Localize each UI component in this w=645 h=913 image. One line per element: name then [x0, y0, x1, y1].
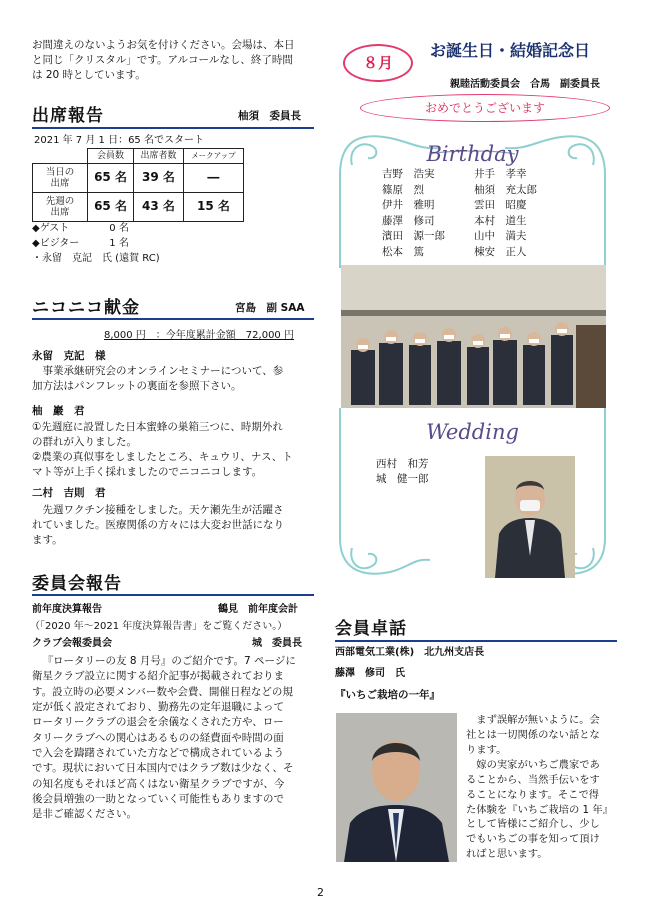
wedding-label: Wedding: [426, 420, 519, 444]
donor-name: 二村 吉則 君: [32, 487, 106, 499]
anniversary-title: お誕生日・結婚記念日: [430, 41, 591, 60]
committee-item-title: 前年度決算報告: [32, 604, 102, 615]
visitor-name: ・永留 克記 氏 (遠賀 RC): [32, 253, 160, 264]
committee-item-reporter: 城 委員長: [252, 638, 302, 649]
visitor-line: ◆ビジター 1 名: [32, 238, 129, 249]
attendance-reporter: 柚須 委員長: [238, 110, 301, 122]
intro-line: お間違えのないようお気を付けください。会場は、本日: [32, 39, 295, 51]
birthday-name: 篠原 烈: [382, 183, 424, 196]
wedding-names: [376, 457, 429, 487]
speech-talk-title: 『いちご栽培の一年』: [335, 689, 440, 701]
committee-underline: [32, 594, 314, 596]
attendance-underline: [32, 127, 314, 129]
donor-name: 永留 克記 様: [32, 350, 106, 362]
nikoniko-total: 8,000 円 ：今年度累計金額 72,000 円: [104, 330, 294, 341]
speech-title: 会員卓話: [335, 619, 407, 639]
birthday-name: 濱田 源一郎: [382, 230, 445, 242]
birthday-label: Birthday: [426, 142, 519, 166]
birthday-name: 雲田 昭慶: [474, 199, 527, 211]
month-badge: ８月: [343, 44, 413, 82]
table-row: 先週の 出席 65 名 43 名 15 名: [33, 193, 244, 222]
nikoniko-title: ニコニコ献金: [32, 298, 140, 318]
congrats-banner: おめでとうございます: [360, 94, 610, 122]
header-attendees: 出席者数: [134, 149, 184, 164]
donor-name: 柚 巖 君: [32, 405, 85, 417]
anniversary-reporter: 親睦活動委員会 合馬 副委員長: [450, 79, 600, 90]
speech-underline: [335, 640, 617, 642]
donor-message: 事業承継研究会のオンラインセミナーについて、参 加方法はパンフレットの裏面を参照下さい。: [32, 365, 284, 392]
birthday-name: 井手 孝幸: [474, 168, 527, 180]
wedding-name: 西村 和芳: [376, 458, 429, 470]
committee-title: 委員会報告: [32, 574, 122, 594]
guest-line: ◆ゲスト 0 名: [32, 223, 129, 234]
speech-company: 西部電気工業(株) 北九州支店長: [335, 647, 485, 658]
intro-line: は 20 時としています。: [32, 68, 146, 81]
header-members: 会員数: [88, 149, 134, 164]
birthday-name: 本村 道生: [474, 214, 527, 227]
intro-text: [32, 38, 322, 83]
speech-body: まず誤解が無いように。会 社とは一切関係のない話とな ります。 嫁の実家がいちご農家であ ることから、当然手伝いをす ることになります。そこで得 た体験を『いちご栽培の 1 年』 として皆様にご紹介し、少し でもいちごの事を知って頂け ればと思います。: [466, 714, 613, 861]
committee-item-reporter: 鶴見 前年度会計: [218, 604, 298, 615]
speaker-photo-illustration: [336, 713, 457, 862]
speaker-photo: [336, 713, 457, 862]
speech-speaker: 藤澤 修司 氏: [335, 668, 405, 679]
birthday-name: 伊井 雅明: [382, 199, 435, 211]
committee-item-title: クラブ会報委員会: [32, 638, 112, 649]
wedding-photo-illustration: [485, 456, 575, 578]
nikoniko-reporter: 宮島 副 SAA: [235, 302, 305, 314]
birthday-name: 棟安 正人: [474, 245, 527, 258]
group-photo-illustration: [341, 265, 606, 408]
nikoniko-underline: [32, 318, 314, 320]
attendance-table: [32, 148, 244, 222]
wedding-name: 城 健一郎: [376, 473, 429, 485]
page-number: 2: [317, 886, 324, 899]
birthday-name: 吉野 浩実: [382, 168, 435, 180]
birthday-names: [382, 167, 582, 260]
birthday-name: 柚須 充太郎: [474, 183, 537, 196]
wedding-photo: [485, 456, 575, 578]
donor-message: ①先週庭に設置した日本蜜蜂の巣箱三つに、時期外れ の群れが入りました。 ②農業の真似事をしましたところ、キュウリ、ナス、ト マト等が上手く採れましたのでニコニコします。: [32, 421, 293, 478]
committee-item-body: 『ロータリーの友 8 月号』のご紹介です。7 ページに 衛星クラブ設立に関する紹介記事が掲載されておりま す。設立時の必要メンバー数や会費、開催日程などの規 定が低く設定されており、勤務先の定年退職によって ロータリークラブの退会を余儀なくされた方や、ロー タリークラブへの関心はあるものの経費面や時間の面 で入会を躊躇されていた方などで構成されているよう です。現状において日本国内ではクラブ数は少なく、そ の知名度もそれほど高くはない衛星クラブですが、今 後会員増強の一助となっていく可能性もありますので 是非ご確認ください。: [32, 655, 296, 821]
birthday-group-photo: [341, 265, 606, 408]
birthday-name: 松本 篤: [382, 245, 424, 258]
attendance-title: 出席報告: [32, 106, 104, 126]
table-row: 当日の 出席 65 名 39 名 ―: [33, 164, 244, 193]
header-makeup: メークアップ: [183, 149, 243, 164]
birthday-name: 山中 満夫: [474, 230, 527, 242]
committee-item-text: （「2020 年～2021 年度決算報告書」をご覧ください。）: [30, 621, 288, 632]
donor-message: 先週ワクチン接種をしました。天ケ瀬先生が活躍さ れていました。医療関係の方々には大変お世話になり ます。: [32, 504, 284, 546]
attendance-date: 2021 年 7 月 1 日：65 名でスタート: [34, 135, 204, 146]
birthday-name: 藤澤 修司: [382, 214, 435, 227]
intro-line: と同じ「クリスタル」です。アルコールなし、終了時間: [32, 53, 293, 66]
